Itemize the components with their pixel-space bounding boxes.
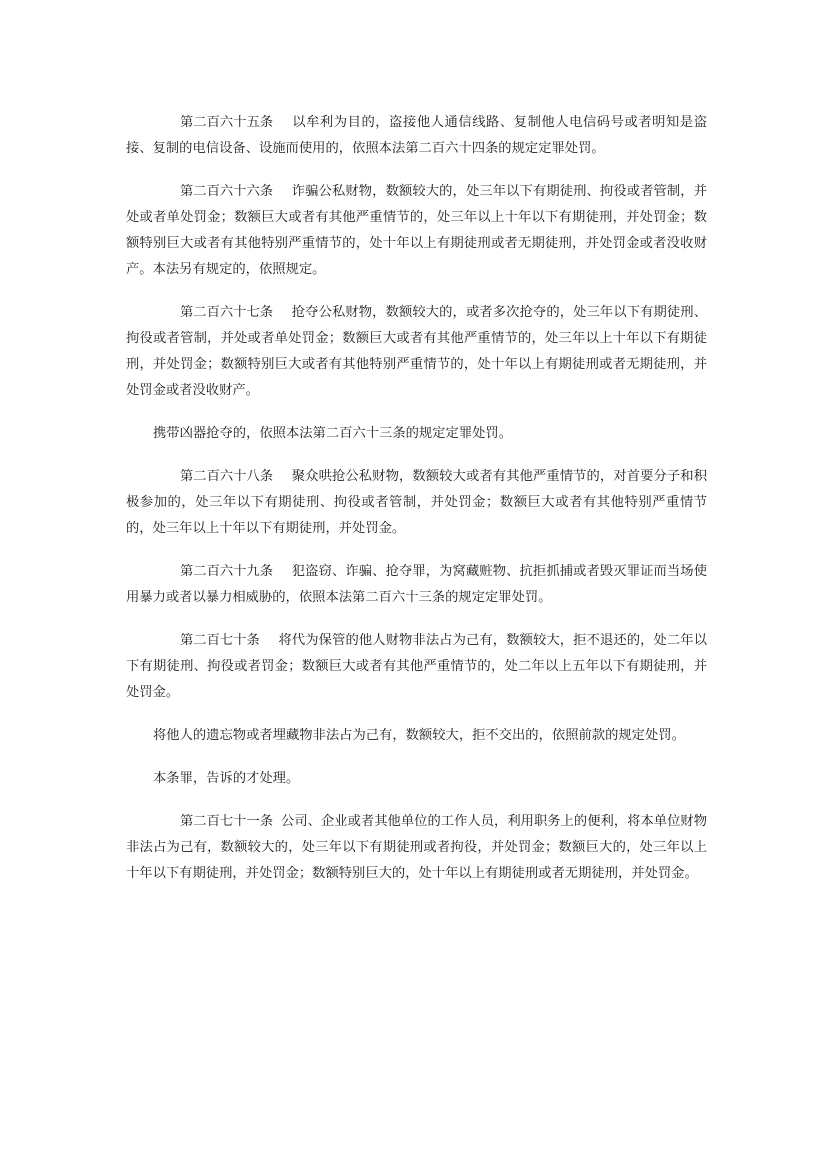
paragraph-text: 携带凶器抢夺的，依照本法第二百六十三条的规定定罪处罚。 [153, 426, 513, 441]
article-268 [126, 464, 707, 542]
paragraph [126, 766, 707, 792]
article-number: 第二百六十六条 [180, 184, 274, 199]
paragraph [126, 723, 707, 749]
article-text: 公司、企业或者其他单位的工作人员，利用职务上的便利，将本单位财物非法占为己有，数额较大的，处三年以下有期徒刑或者拘役，并处罚金；数额巨大的，处三年以上十年以下有期徒刑，并处罚金；数额特别巨大的，处十年以上有期徒刑或者无期徒刑，并处罚金。 [126, 814, 707, 881]
article-number: 第二百六十五条 [180, 115, 274, 130]
article-number: 第二百七十条 [180, 633, 260, 648]
paragraph-text: 本条罪，告诉的才处理。 [153, 771, 300, 786]
paragraph [126, 421, 707, 447]
article-265 [126, 110, 707, 162]
article-text: 以牟利为目的，盗接他人通信线路、复制他人电信码号或者明知是盗接、复制的电信设备、设施而使用的，依照本法第二百六十四条的规定定罪处罚。 [126, 115, 707, 156]
article-number: 第二百六十八条 [180, 469, 274, 484]
article-269 [126, 559, 707, 611]
article-267 [126, 300, 707, 404]
article-text: 抢夺公私财物，数额较大的，或者多次抢夺的，处三年以下有期徒刑、拘役或者管制，并处或者单处罚金；数额巨大或者有其他严重情节的，处三年以上十年以下有期徒刑，并处罚金；数额特别巨大或者有其他特别严重情节的，处十年以上有期徒刑或者无期徒刑，并处罚金或者没收财产。 [126, 305, 707, 398]
article-number: 第二百六十七条 [180, 305, 274, 320]
article-270 [126, 628, 707, 706]
document-body [126, 110, 707, 904]
article-text: 犯盗窃、诈骗、抢夺罪，为窝藏赃物、抗拒抓捕或者毁灭罪证而当场使用暴力或者以暴力相威胁的，依照本法第二百六十三条的规定定罪处罚。 [126, 564, 707, 605]
article-number: 第二百六十九条 [180, 564, 274, 579]
article-number: 第二百七十一条 [180, 814, 274, 829]
article-text: 诈骗公私财物，数额较大的，处三年以下有期徒刑、拘役或者管制，并处或者单处罚金；数额巨大或者有其他严重情节的，处三年以上十年以下有期徒刑，并处罚金；数额特别巨大或者有其他特别严重情节的，处十年以上有期徒刑或者无期徒刑，并处罚金或者没收财产。本法另有规定的，依照规定。 [126, 184, 707, 277]
article-271 [126, 809, 707, 887]
article-text: 聚众哄抢公私财物，数额较大或者有其他严重情节的，对首要分子和积极参加的，处三年以下有期徒刑、拘役或者管制，并处罚金；数额巨大或者有其他特别严重情节的，处三年以上十年以下有期徒刑，并处罚金。 [126, 469, 707, 536]
article-266 [126, 179, 707, 283]
article-text: 将代为保管的他人财物非法占为己有，数额较大，拒不退还的，处二年以下有期徒刑、拘役或者罚金；数额巨大或者有其他严重情节的，处二年以上五年以下有期徒刑，并处罚金。 [126, 633, 707, 700]
paragraph-text: 将他人的遗忘物或者埋藏物非法占为己有，数额较大，拒不交出的，依照前款的规定处罚。 [153, 728, 685, 743]
